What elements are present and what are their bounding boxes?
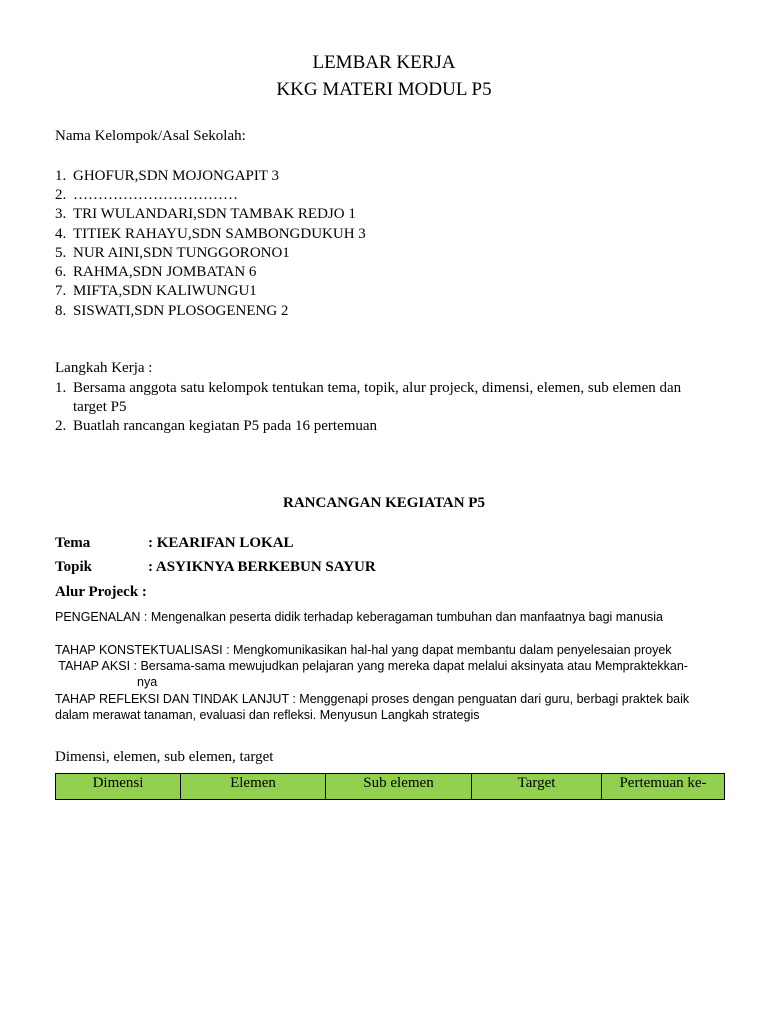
column-header-elemen: Elemen xyxy=(181,774,326,800)
column-header-dimensi: Dimensi xyxy=(56,774,181,800)
tema-value: : KEARIFAN LOKAL xyxy=(148,535,294,551)
alur-konstektualisasi: TAHAP KONSTEKTUALISASI : Mengkomunikasikan hal-hal yang dapat membantu dalam penyelesaian proyek xyxy=(55,643,672,657)
tema-label: Tema xyxy=(55,535,91,551)
member-text: MIFTA,SDN KALIWUNGU1 xyxy=(73,283,257,299)
list-number: 2. xyxy=(55,418,67,434)
alur-label: Alur Projeck : xyxy=(55,584,147,600)
dimensi-table xyxy=(55,773,725,800)
step-text: Buatlah rancangan kegiatan P5 pada 16 pertemuan xyxy=(73,418,378,434)
member-text: RAHMA,SDN JOMBATAN 6 xyxy=(73,264,257,280)
list-number: 1. xyxy=(55,168,67,184)
step-text-continued: target P5 xyxy=(73,399,127,415)
alur-refleksi-continued: dalam merawat tanaman, evaluasi dan refleksi. Menyusun Langkah strategis xyxy=(55,708,480,722)
document-subtitle: KKG MATERI MODUL P5 xyxy=(276,79,492,100)
alur-pengenalan: PENGENALAN : Mengenalkan peserta didik terhadap keberagaman tumbuhan dan manfaatnya bagi manusia xyxy=(55,610,664,624)
list-number: 7. xyxy=(55,283,67,299)
section-title: RANCANGAN KEGIATAN P5 xyxy=(283,495,485,511)
column-header-target: Target xyxy=(472,774,602,800)
member-text: NUR AINI,SDN TUNGGORONO1 xyxy=(73,245,290,261)
list-number: 8. xyxy=(55,303,67,319)
list-number: 5. xyxy=(55,245,67,261)
member-text: SISWATI,SDN PLOSOGENENG 2 xyxy=(73,303,289,319)
list-number: 3. xyxy=(55,206,67,222)
alur-aksi-continued: nya xyxy=(137,675,158,689)
step-text: Bersama anggota satu kelompok tentukan tema, topik, alur projeck, dimensi, elemen, sub elemen dan xyxy=(73,380,682,396)
list-number: 2. xyxy=(55,187,67,203)
topik-label: Topik xyxy=(55,559,92,575)
column-header-sub-elemen: Sub elemen xyxy=(326,774,472,800)
member-text: TITIEK RAHAYU,SDN SAMBONGDUKUH 3 xyxy=(73,226,366,242)
member-text: TRI WULANDARI,SDN TAMBAK REDJO 1 xyxy=(73,206,356,222)
member-text: …………………………… xyxy=(73,187,238,203)
document-title: LEMBAR KERJA xyxy=(312,52,456,73)
list-number: 6. xyxy=(55,264,67,280)
list-number: 1. xyxy=(55,380,67,396)
list-number: 4. xyxy=(55,226,67,242)
member-text: GHOFUR,SDN MOJONGAPIT 3 xyxy=(73,168,280,184)
steps-label: Langkah Kerja : xyxy=(55,360,153,376)
dimensi-label: Dimensi, elemen, sub elemen, target xyxy=(55,749,274,765)
topik-value: : ASYIKNYA BERKEBUN SAYUR xyxy=(148,559,376,575)
alur-aksi: TAHAP AKSI : Bersama-sama mewujudkan pelajaran yang mereka dapat melalui aksinyata atau Mempraktekkan- xyxy=(55,659,688,673)
column-header-pertemuan: Pertemuan ke- xyxy=(602,774,725,800)
table-header-row xyxy=(56,774,725,800)
alur-refleksi: TAHAP REFLEKSI DAN TINDAK LANJUT : Menggenapi proses dengan penguatan dari guru, berbagi praktek baik xyxy=(55,692,690,706)
group-label: Nama Kelompok/Asal Sekolah: xyxy=(55,128,246,144)
